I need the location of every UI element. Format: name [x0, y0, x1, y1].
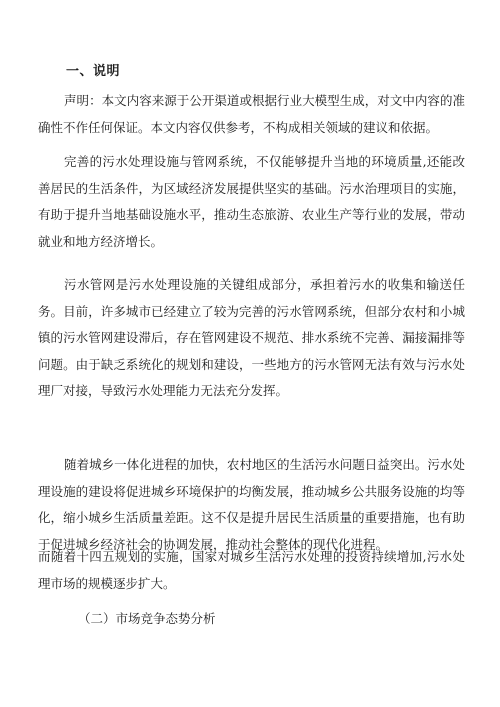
subsection-heading: （二）市场竞争态势分析 — [78, 611, 216, 626]
body-paragraph: 随着城乡一体化进程的加快，农村地区的生活污水问题日益突出。污水处理设施的建设将促进城乡环境保护的均衡发展，推动城乡公共服务设施的均等化，缩小城乡生活质量差距。这不仅是提升居民生活质量的重要措施，也有助于促进城乡经济社会的协调发展，推动社会整体的现代化进程。 — [38, 457, 465, 552]
body-paragraph: 完善的污水处理设施与管网系统，不仅能够提升当地的环境质量,还能改善居民的生活条件，为区域经济发展提供坚实的基础。污水治理项目的实施，有助于提升当地基础设施水平，推动生态旅游、农业生产等行业的发展，带动就业和地方经济增长。 — [38, 154, 465, 249]
section-heading: 一、说明 — [66, 64, 121, 79]
disclaimer-paragraph: 声明：本文内容来源于公开渠道或根据行业大模型生成，对文中内容的准确性不作任何保证。本文内容仅供参考，不构成相关领域的建议和依据。 — [38, 93, 465, 135]
body-paragraph: 而随着十四五规划的实施，国家对城乡生活污水处理的投资持续增加,污水处理市场的规模逐步扩大。 — [38, 549, 465, 591]
body-paragraph: 污水管网是污水处理设施的关键组成部分，承担着污水的收集和输送任务。目前，许多城市已经建立了较为完善的污水管网系统，但部分农村和小城镇的污水管网建设滞后，存在管网建设不规范、排水系统不完善、漏接漏排等问题。由于缺乏系统化的规划和建设，一些地方的污水管网无法有效与污水处理厂对接，导致污水处理能力无法充分发挥。 — [38, 277, 465, 398]
